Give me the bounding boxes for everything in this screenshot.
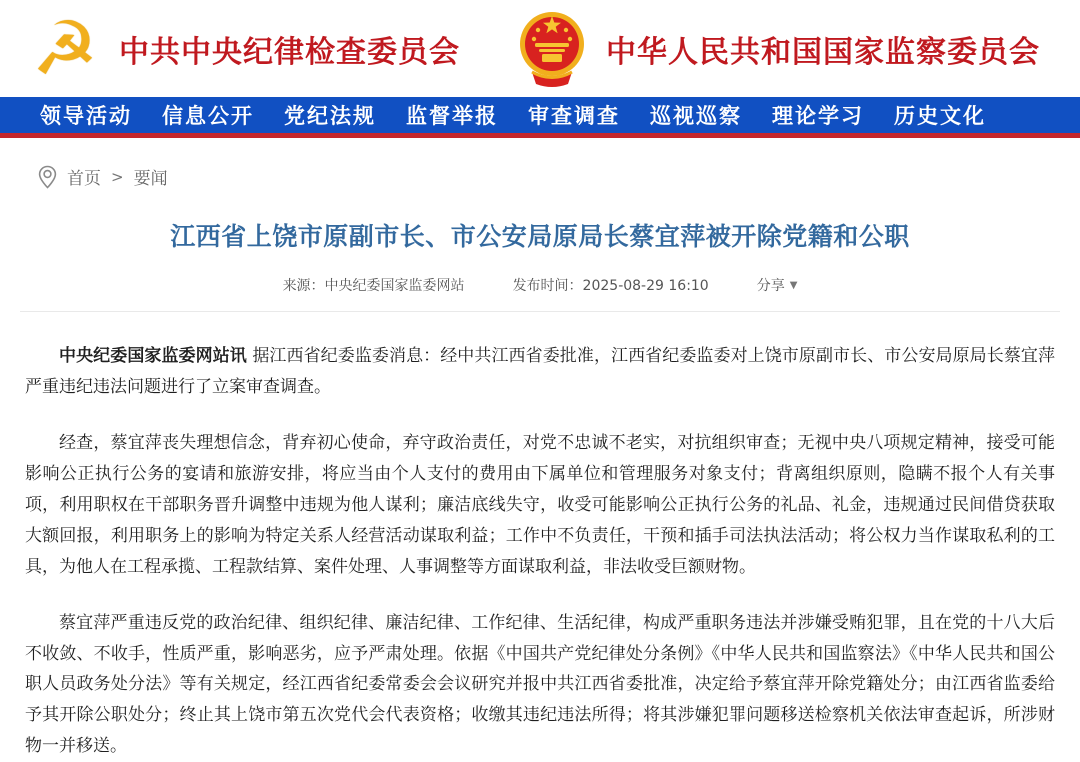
national-emblem-icon bbox=[512, 7, 592, 91]
share-label: 分享 bbox=[756, 278, 785, 294]
nav-item-history-culture[interactable]: 历史文化 bbox=[894, 104, 986, 128]
nav-item-leadership[interactable]: 领导活动 bbox=[40, 104, 132, 128]
chevron-down-icon: ▼ bbox=[789, 279, 798, 291]
nav-item-party-rules[interactable]: 党纪法规 bbox=[284, 104, 376, 128]
site-header bbox=[0, 0, 1080, 97]
brand-nsc-title: 中华人民共和国国家监察委员会 bbox=[606, 34, 1040, 70]
article-publish-time: 发布时间：2025-08-29 16:10 bbox=[512, 278, 709, 294]
article-source: 来源：中央纪委国家监委网站 bbox=[282, 278, 465, 294]
article-paragraph-2: 经查，蔡宜萍丧失理想信念，背弃初心使命，弃守政治责任，对党不忠诚不老实，对抗组织审查；无视中央八项规定精神，接受可能影响公正执行公务的宴请和旅游安排，将应当由个人支付的费用由下属单位和管理服务对象支付；背离组织原则，隐瞒不报个人有关事项，利用职权在干部职务晋升调整中违规为他人谋利；廉洁底线失守，收受可能影响公正执行公务的礼品、礼金，违规通过民间借贷获取大额回报，利用职务上的影响为特定关系人经营活动谋取利益；工作中不负责任，干预和插手司法执法活动；将公权力当作谋取私利的工具，为他人在工程承揽、工程款结算、案件处理、人事调整等方面谋取利益，非法收受巨额财物。 bbox=[25, 432, 1055, 577]
nav-item-theory-study[interactable]: 理论学习 bbox=[772, 104, 864, 128]
nav-item-supervision-report[interactable]: 监督举报 bbox=[406, 104, 498, 128]
brand-nsc[interactable] bbox=[512, 7, 1040, 91]
article-body bbox=[0, 312, 1080, 762]
article-title: 江西省上饶市原副市长、市公安局原局长蔡宜萍被开除党籍和公职 bbox=[170, 222, 910, 251]
nav-item-info-disclosure[interactable]: 信息公开 bbox=[162, 104, 254, 128]
party-emblem-icon: ☭ bbox=[31, 5, 99, 92]
brand-ccdi[interactable] bbox=[25, 7, 460, 91]
main-nav bbox=[0, 97, 1080, 138]
breadcrumb-home[interactable]: 首页 bbox=[67, 169, 101, 189]
article-meta bbox=[0, 275, 1080, 295]
breadcrumb bbox=[38, 164, 1080, 189]
location-pin-icon bbox=[38, 165, 57, 189]
breadcrumb-current[interactable]: 要闻 bbox=[133, 169, 168, 189]
share-button[interactable] bbox=[757, 275, 798, 295]
brand-ccdi-title: 中共中央纪律检查委员会 bbox=[119, 34, 460, 70]
nav-item-review-investigation[interactable]: 审查调查 bbox=[528, 104, 620, 128]
nav-item-inspection[interactable]: 巡视巡察 bbox=[650, 104, 742, 128]
article-paragraph-3: 蔡宜萍严重违反党的政治纪律、组织纪律、廉洁纪律、工作纪律、生活纪律，构成严重职务违法并涉嫌受贿犯罪，且在党的十八大后不收敛、不收手，性质严重，影响恶劣，应予严肃处理。依据《中国共产党纪律处分条例》《中华人民共和国监察法》《中华人民共和国公职人员政务处分法》等有关规定，经江西省纪委常委会会议研究并报中共江西省委批准，决定给予蔡宜萍开除党籍处分；由江西省监委给予其开除公职处分；终止其上饶市第五次党代会代表资格；收缴其违纪违法所得；将其涉嫌犯罪问题移送检察机关依法审查起诉，所涉财物一并移送。 bbox=[25, 612, 1055, 757]
article-source-lead: 中央纪委国家监委网站讯 bbox=[59, 346, 247, 366]
breadcrumb-separator: > bbox=[111, 167, 124, 186]
article-paragraph-1: 中央纪委国家监委网站讯 据江西省纪委监委消息：经中共江西省委批准，江西省纪委监委对上饶市原副市长、市公安局原局长蔡宜萍严重违纪违法问题进行了立案审查调查。 bbox=[25, 346, 1055, 397]
